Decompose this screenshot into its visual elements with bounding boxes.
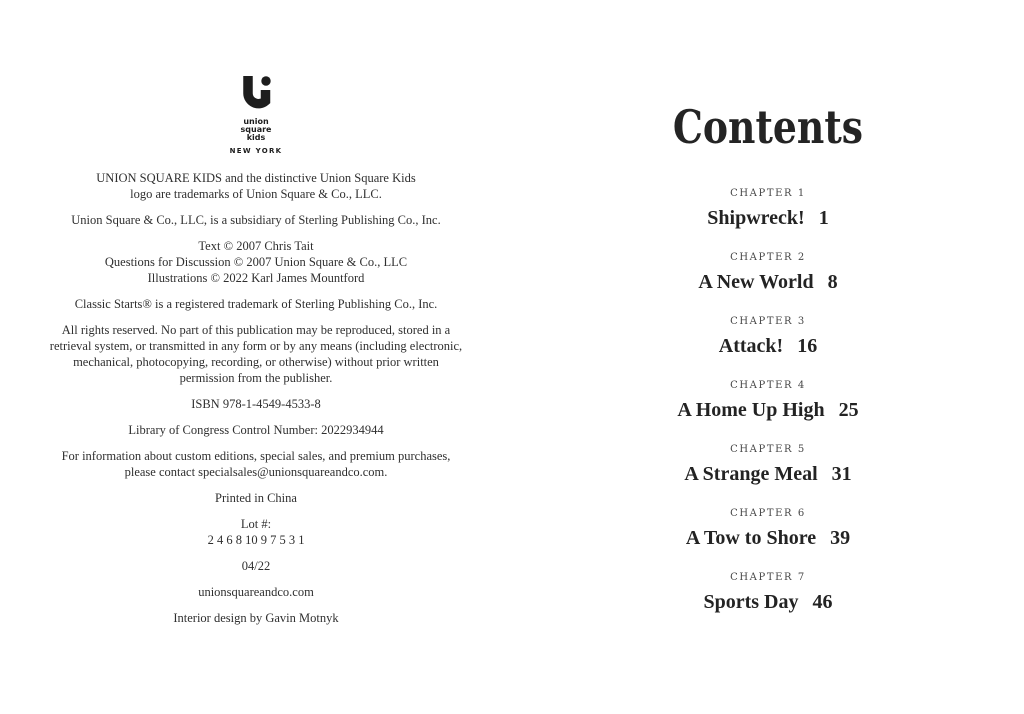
classic-starts-paragraph [40, 296, 472, 312]
all-rights-reserved-paragraph [40, 322, 472, 386]
copyright-line: retrieval system, or transmitted in any form or by any means (including electronic, [49, 339, 463, 353]
lot-digits-line: 2 4 6 8 10 9 7 5 3 1 [207, 533, 305, 547]
toc-title-line [576, 462, 960, 487]
toc-chapter-label: CHAPTER 2 [730, 252, 806, 263]
toc-chapter-title: A Strange Meal [684, 463, 818, 485]
logo-city: NEW YORK [229, 147, 283, 155]
toc-entry [576, 252, 960, 295]
toc-chapter-label: CHAPTER 4 [730, 380, 806, 391]
copyright-line: Classic Starts® is a registered trademark of Sterling Publishing Co., Inc. [74, 297, 438, 311]
toc-entry [576, 508, 960, 551]
toc-entry [576, 572, 960, 615]
copyright-credits-paragraph [40, 238, 472, 286]
print-date-line: 04/22 [241, 559, 271, 573]
toc-page-number: 46 [812, 591, 833, 613]
toc-page-number: 31 [831, 463, 852, 485]
toc-chapter-title: Sports Day [703, 591, 799, 613]
copyright-line: logo are trademarks of Union Square & Co., LLC. [130, 187, 382, 201]
logo-wordmark-line: kids [246, 133, 266, 142]
toc-chapter-title: A Home Up High [677, 399, 825, 421]
copyright-line: Printed in China [215, 491, 297, 505]
copyright-line: Text © 2007 Chris Tait [198, 239, 314, 253]
printed-in-paragraph [40, 490, 472, 506]
copyright-line: please contact specialsales@unionsquareandco.com. [124, 465, 388, 479]
lccn-line: Library of Congress Control Number: 2022934944 [128, 423, 384, 437]
toc-chapter-label: CHAPTER 6 [730, 508, 806, 519]
subsidiary-paragraph [40, 212, 472, 228]
toc-page-number: 8 [827, 271, 838, 293]
isbn-paragraph [40, 396, 472, 412]
copyright-line: Questions for Discussion © 2007 Union Square & Co., LLC [104, 255, 408, 269]
contents-page [576, 102, 960, 636]
toc-chapter-title: Shipwreck! [707, 207, 805, 229]
toc-title-line [576, 206, 960, 231]
toc-page-number: 25 [838, 399, 859, 421]
toc-entry [576, 188, 960, 231]
copyright-line: mechanical, photocopying, recording, or otherwise) without prior written [73, 355, 439, 369]
interior-design-paragraph [40, 610, 472, 626]
isbn-line: ISBN 978-1-4549-4533-8 [191, 397, 321, 411]
publisher-logo [40, 76, 472, 155]
toc-page-number: 1 [818, 207, 829, 229]
toc-entry [576, 380, 960, 423]
logo-wordmark [40, 118, 472, 142]
copyright-page [40, 76, 472, 636]
toc-chapter-title: A Tow to Shore [685, 527, 817, 549]
copyright-line: Union Square & Co., LLC, is a subsidiary of Sterling Publishing Co., Inc. [71, 213, 441, 227]
toc-title-line [576, 590, 960, 615]
union-square-kids-logo-icon [241, 76, 271, 112]
copyright-line: For information about custom editions, special sales, and premium purchases, [61, 449, 451, 463]
toc-entry [576, 444, 960, 487]
toc-page-number: 39 [830, 527, 851, 549]
toc-chapter-label: CHAPTER 5 [730, 444, 806, 455]
toc-chapter-label: CHAPTER 7 [730, 572, 806, 583]
toc-chapter-title: A New World [698, 271, 814, 293]
toc-chapter-label: CHAPTER 1 [730, 188, 806, 199]
toc-title-line [576, 398, 960, 423]
print-date-paragraph [40, 558, 472, 574]
logo-wordmark-line: union [243, 117, 269, 126]
contents-title-text: Contents [672, 100, 864, 154]
contents-page-title [576, 102, 960, 152]
copyright-line: permission from the publisher. [179, 371, 333, 385]
toc-chapter-label: CHAPTER 3 [730, 316, 806, 327]
copyright-line: Interior design by Gavin Motnyk [173, 611, 339, 625]
copyright-line: UNION SQUARE KIDS and the distinctive Union Square Kids [96, 171, 416, 185]
toc-title-line [576, 270, 960, 295]
publisher-url: unionsquareandco.com [198, 585, 314, 599]
publisher-url-paragraph [40, 584, 472, 600]
toc-chapter-title: Attack! [718, 335, 784, 357]
lccn-paragraph [40, 422, 472, 438]
toc-title-line [576, 526, 960, 551]
lot-label-line: Lot #: [240, 517, 272, 531]
lot-number-paragraph [40, 516, 472, 548]
toc-entry [576, 316, 960, 359]
toc-page-number: 16 [797, 335, 818, 357]
special-sales-paragraph [40, 448, 472, 480]
toc-title-line [576, 334, 960, 359]
copyright-line: All rights reserved. No part of this publication may be reproduced, stored in a [61, 323, 451, 337]
logo-wordmark-line: square [240, 125, 272, 134]
copyright-line: Illustrations © 2022 Karl James Mountford [147, 271, 365, 285]
copyright-text-block [40, 170, 472, 626]
trademark-paragraph [40, 170, 472, 202]
